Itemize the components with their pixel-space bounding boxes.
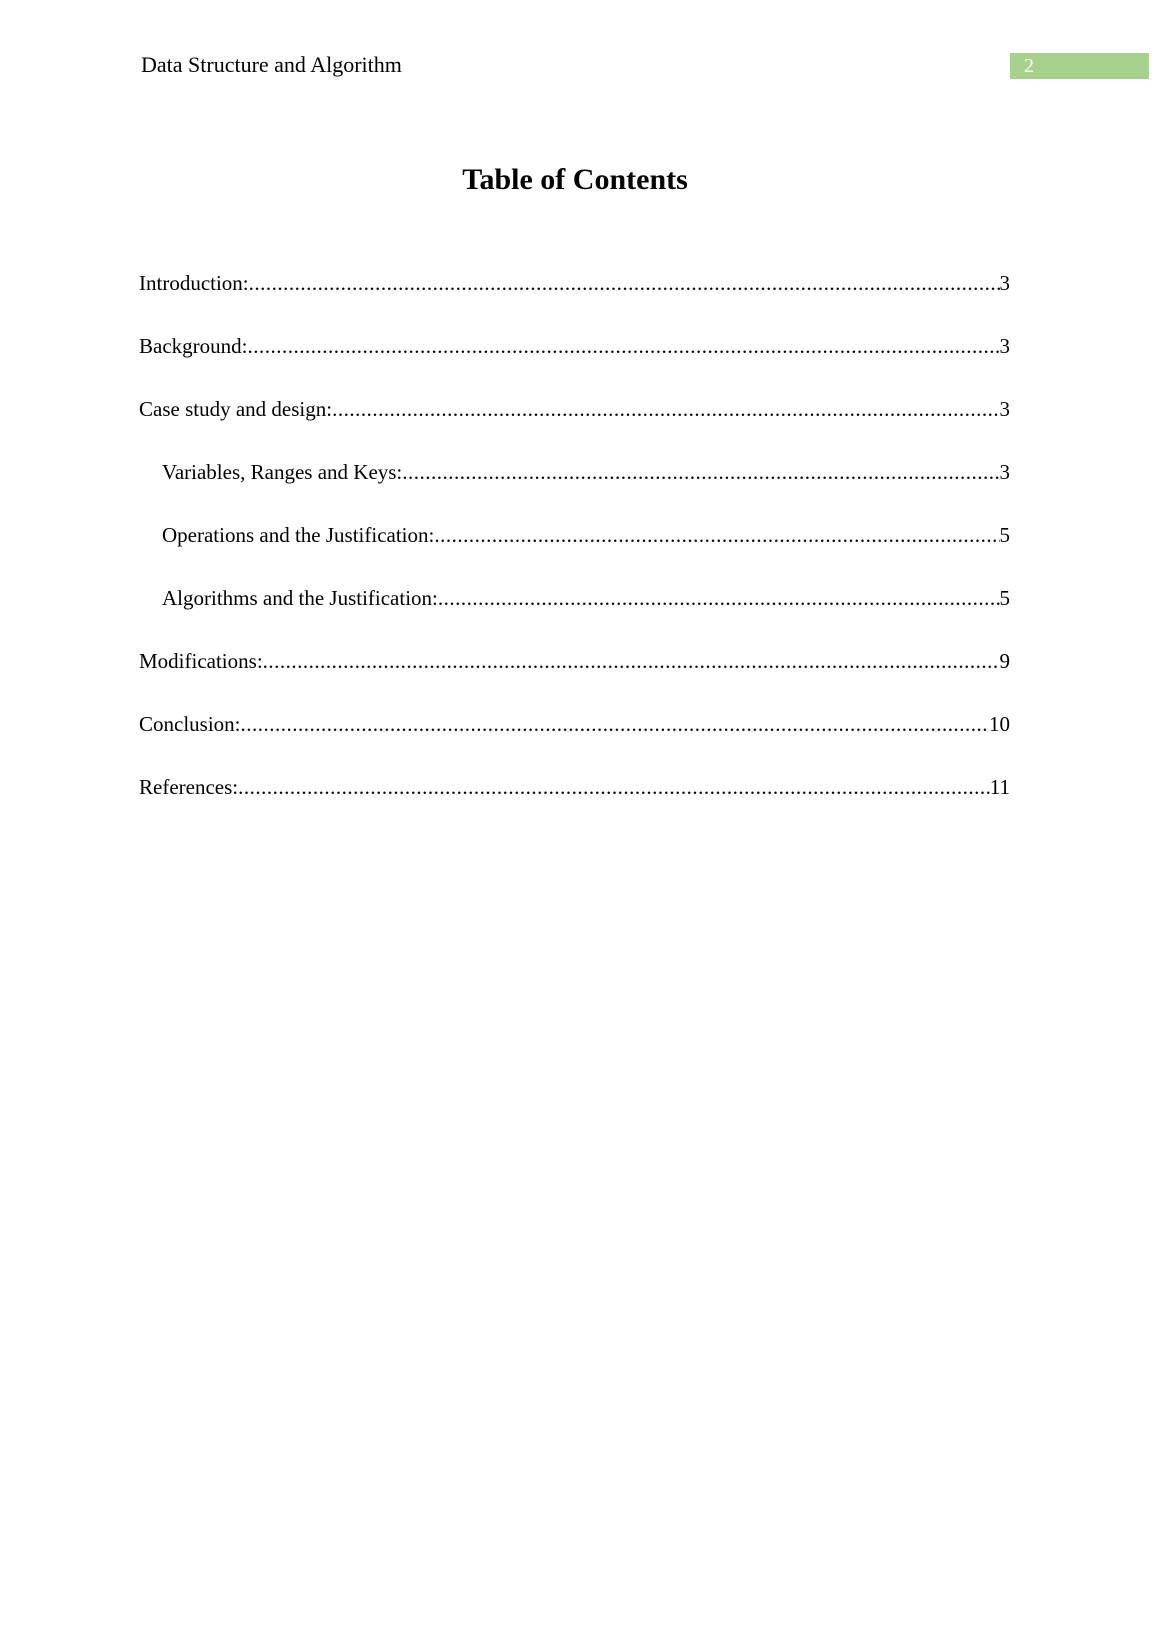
toc-dot-leader [247, 331, 999, 361]
toc-entry-background[interactable] [139, 331, 1010, 394]
page-number-badge: 2 [1010, 53, 1149, 79]
toc-entry-conclusion[interactable] [139, 709, 1010, 772]
toc-dot-leader [249, 268, 1000, 298]
toc-dot-leader [402, 457, 999, 487]
toc-dot-leader [238, 772, 990, 802]
toc-entry-label: Conclusion: [139, 712, 241, 736]
toc-dot-leader [332, 394, 999, 424]
toc-entry-label: Operations and the Justification: [162, 523, 435, 547]
toc-entry-page: 3 [999, 460, 1010, 484]
running-header-title: Data Structure and Algorithm [141, 52, 402, 77]
toc-entry-page: 3 [999, 397, 1010, 421]
toc-entry-page: 3 [999, 271, 1010, 295]
toc-entry-page: 11 [989, 775, 1010, 799]
toc-entry-page: 10 [989, 712, 1010, 736]
toc-dot-leader [241, 709, 989, 739]
toc-entry-label: Case study and design: [139, 397, 333, 421]
toc-entry-label: Background: [139, 334, 248, 358]
toc-entry-operations[interactable] [139, 520, 1010, 583]
toc-list [139, 268, 1010, 835]
toc-entry-label: Introduction: [139, 271, 249, 295]
toc-entry-references[interactable] [139, 772, 1010, 835]
toc-entry-page: 3 [999, 334, 1010, 358]
toc-dot-leader [263, 646, 1000, 676]
toc-entry-algorithms[interactable] [139, 583, 1010, 646]
toc-title: Table of Contents [462, 163, 688, 196]
toc-entry-label: Modifications: [139, 649, 263, 673]
toc-entry-page: 5 [999, 586, 1010, 610]
toc-entry-variables[interactable] [139, 457, 1010, 520]
toc-entry-label: Variables, Ranges and Keys: [162, 460, 403, 484]
toc-entry-label: References: [139, 775, 239, 799]
toc-entry-modifications[interactable] [139, 646, 1010, 709]
toc-entry-page: 9 [999, 649, 1010, 673]
toc-dot-leader [434, 520, 999, 550]
toc-dot-leader [438, 583, 1000, 613]
toc-entry-label: Algorithms and the Justification: [162, 586, 438, 610]
toc-entry-page: 5 [999, 523, 1010, 547]
toc-entry-introduction[interactable] [139, 268, 1010, 331]
toc-entry-case-study[interactable] [139, 394, 1010, 457]
